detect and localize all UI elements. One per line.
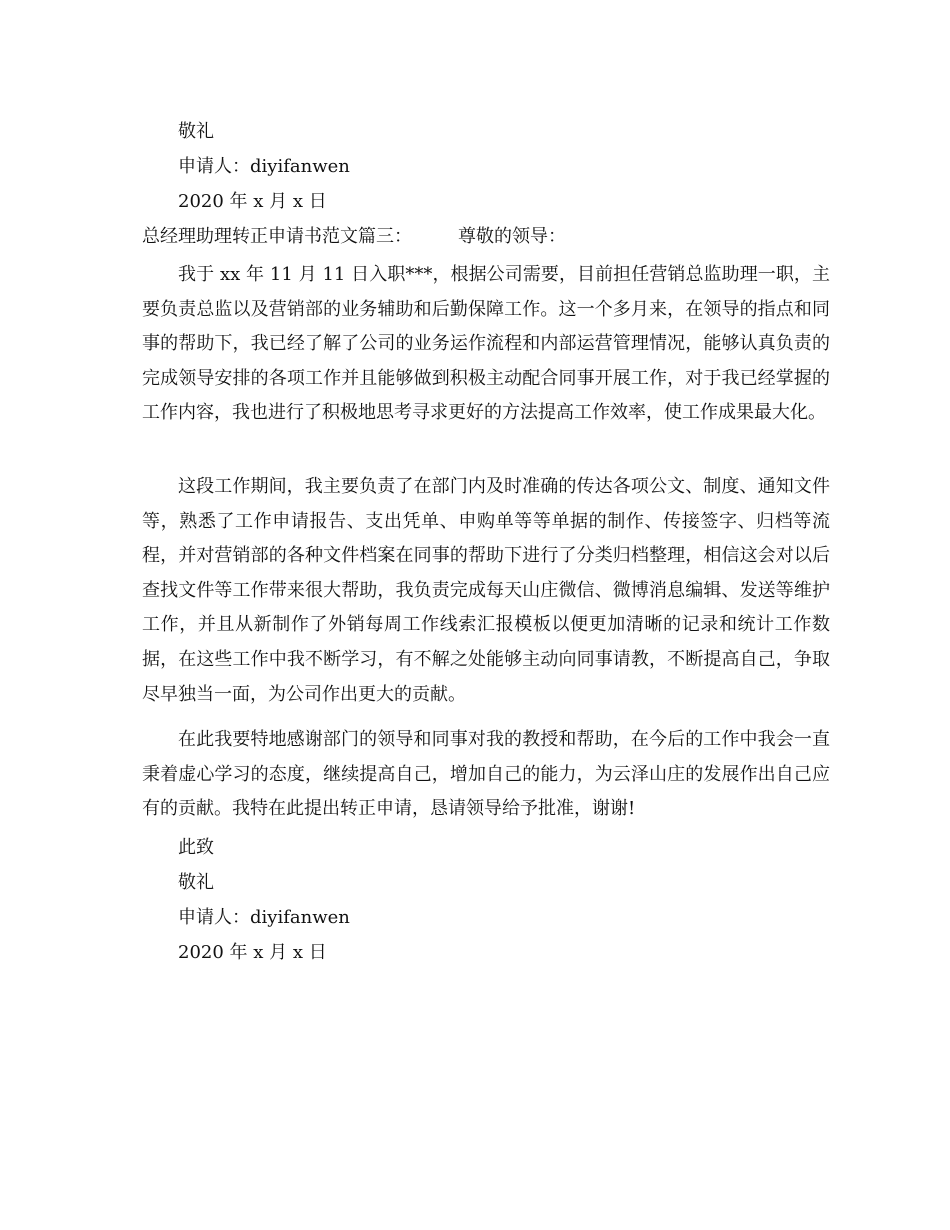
greeting: 尊敬的领导： (458, 226, 566, 247)
section-title: 总经理助理转正申请书范文篇三： (142, 226, 412, 247)
bottom-applicant: 申请人：diyifanwen (178, 907, 350, 928)
body-paragraph-3: 在此我要特地感谢部门的领导和同事对我的教授和帮助，在今后的工作中我会一直秉着虚心学习的态度，继续提高自己，增加自己的能力，为云泽山庄的发展作出自己应有的贡献。我特在此提出转正申请，恳请领导给予批准，谢谢! (142, 729, 830, 820)
top-applicant: 申请人：diyifanwen (178, 156, 350, 177)
bottom-regards: 此致 (178, 837, 214, 858)
top-salute: 敬礼 (178, 121, 214, 142)
bottom-date: 2020 年 x 月 x 日 (178, 942, 327, 963)
bottom-salute: 敬礼 (178, 872, 214, 893)
top-date: 2020 年 x 月 x 日 (178, 191, 327, 212)
body-paragraph-1: 我于 xx 年 11 月 11 日入职***，根据公司需要，目前担任营销总监助理一职，主要负责总监以及营销部的业务辅助和后勤保障工作。这一个多月来，在领导的指点和同事的帮助下，我已经了解了公司的业务运作流程和内部运营管理情况，能够认真负责的完成领导安排的各项工作并且能够做到积极主动配合同事开展工作，对于我已经掌握的工作内容，我也进行了积极地思考寻求更好的方法提高工作效率，使工作成果最大化。 (142, 264, 830, 424)
body-paragraph-2: 这段工作期间，我主要负责了在部门内及时准确的传达各项公文、制度、通知文件等，熟悉了工作申请报告、支出凭单、申购单等等单据的制作、传接签字、归档等流程，并对营销部的各种文件档案在同事的帮助下进行了分类归档整理，相信这会对以后查找文件等工作带来很大帮助，我负责完成每天山庄微信、微博消息编辑、发送等维护工作，并且从新制作了外销每周工作线索汇报模板以便更加清晰的记录和统计工作数据，在这些工作中我不断学习，有不解之处能够主动向同事请教，不断提高自己，争取尽早独当一面，为公司作出更大的贡献。 (142, 476, 830, 705)
section-heading (142, 225, 566, 249)
